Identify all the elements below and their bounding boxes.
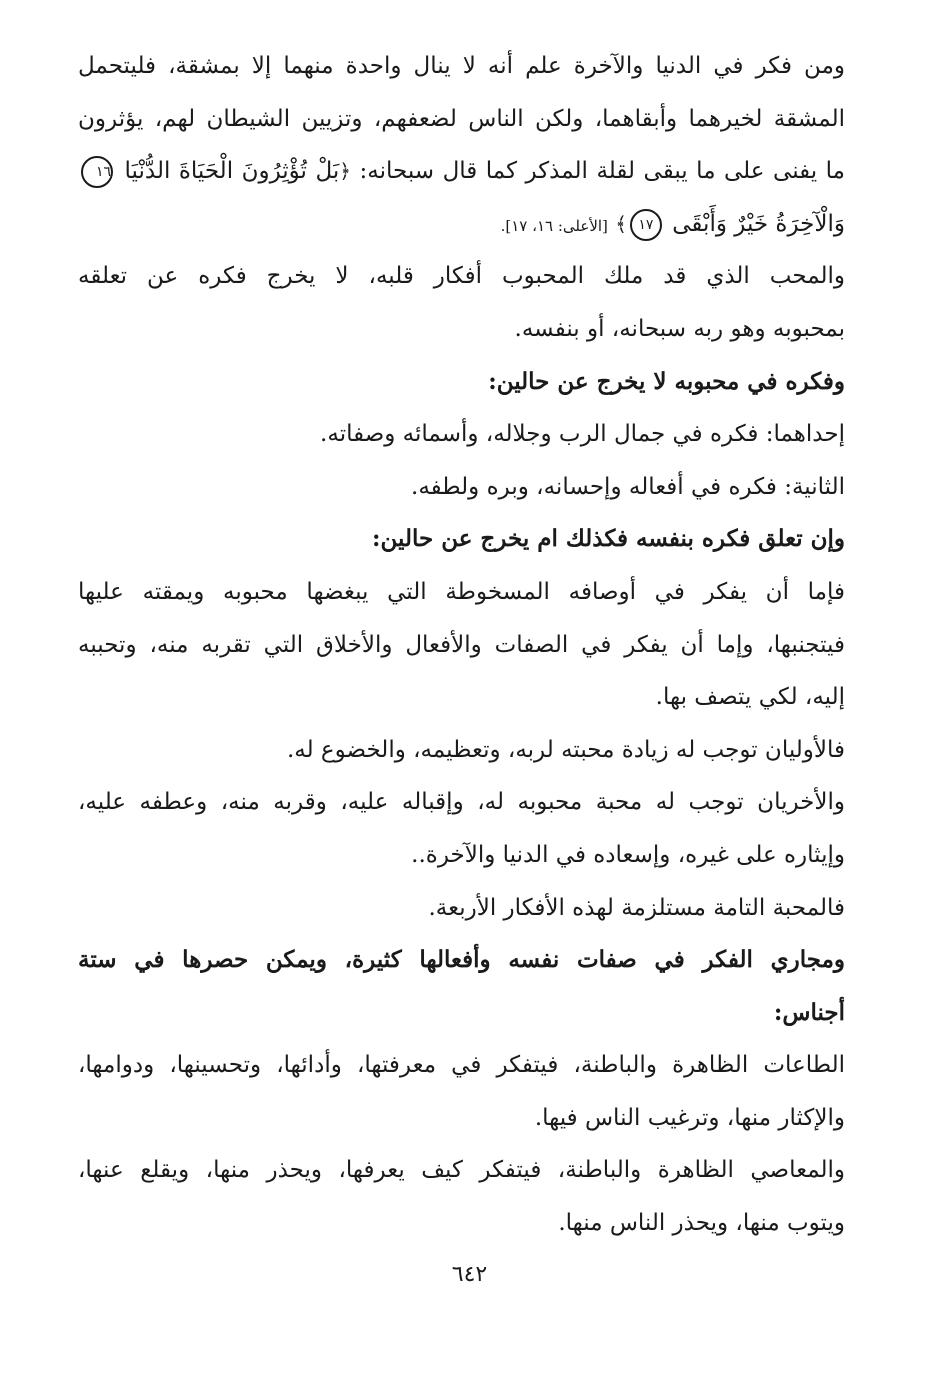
ornate-close-bracket: ﴾ [615, 211, 627, 236]
section-heading: وفكره في محبوبه لا يخرج عن حالين: [488, 367, 845, 395]
paragraph-line: فإما أن يفكر في أوصافه المسخوطة التي يبغضها محبوبه ويمقته عليها [78, 578, 845, 605]
ornate-open-bracket: ﴿ [339, 159, 351, 184]
verse-reference: [الأعلى: ١٦، ١٧]. [500, 216, 608, 235]
paragraph-line: بمحبوبه وهو ربه سبحانه، أو بنفسه. [514, 315, 845, 342]
paragraph-line: الثانية: فكره في أفعاله وإحسانه، وبره ولطفه. [411, 473, 845, 500]
section-heading: أجناس: [773, 998, 845, 1026]
paragraph-line: إحداهما: فكره في جمال الرب وجلاله، وأسمائه وصفاته. [320, 421, 845, 448]
section-heading: ومجاري الفكر في صفات نفسه وأفعالها كثيرة، ويمكن حصرها في ستة [78, 946, 845, 974]
page-number: ٦٤٢ [451, 1262, 488, 1287]
paragraph-line: فيتجنبها، وإما أن يفكر في الصفات والأفعال والأخلاق التي تقربه منه، وتحببه [78, 631, 845, 658]
page-text-block [78, 40, 845, 1250]
ayah-number-17: ١٧ [630, 209, 662, 241]
quran-line-2 [78, 198, 845, 251]
paragraph-line: ويتوب منها، ويحذر الناس منها. [558, 1210, 845, 1237]
paragraph-line: وإيثاره على غيره، وإسعاده في الدنيا والآخرة.. [411, 841, 845, 868]
quran-verse-17: وَالْآخِرَةُ خَيْرٌ وَأَبْقَى [672, 210, 845, 237]
paragraph-line: الطاعات الظاهرة والباطنة، فيتفكر في معرفتها، وأدائها، وتحسينها، ودوامها، [78, 1052, 845, 1079]
paragraph-line: والمعاصي الظاهرة والباطنة، فيتفكر كيف يعرفها، ويحذر منها، ويقلع عنها، [78, 1157, 845, 1184]
paragraph-line: فالأوليان توجب له زيادة محبته لربه، وتعظيمه، والخضوع له. [286, 736, 845, 763]
paragraph-line: والأخريان توجب له محبة محبوبه له، وإقباله عليه، وقربه منه، وعطفه عليه، [78, 789, 845, 816]
quran-lead-text: ما يفنى على ما يبقى لقلة المذكر كما قال سبحانه: [359, 158, 845, 185]
quran-verse-16: بَلْ تُؤْثِرُونَ الْحَيَاةَ الدُّنْيَا [124, 158, 340, 185]
quran-line-1 [78, 145, 845, 198]
paragraph-line: والمحب الذي قد ملك المحبوب أفكار قلبه، لا يخرج فكره عن تعلقه [78, 263, 845, 290]
section-heading: وإن تعلق فكره بنفسه فكذلك ام يخرج عن حالين: [372, 525, 845, 553]
paragraph-line: والإكثار منها، وترغيب الناس فيها. [534, 1104, 845, 1131]
paragraph-line: المشقة لخيرهما وأبقاهما، ولكن الناس لضعفهم، وتزيين الشيطان لهم، يؤثرون [78, 105, 845, 132]
paragraph-line: فالمحبة التامة مستلزمة لهذه الأفكار الأربعة. [428, 894, 845, 921]
paragraph-line: إليه، لكي يتصف بها. [655, 684, 845, 711]
ayah-number-16: ١٦ [81, 156, 113, 188]
paragraph-line: ومن فكر في الدنيا والآخرة علم أنه لا ينال واحدة منهما إلا بمشقة، فليتحمل [78, 53, 845, 79]
